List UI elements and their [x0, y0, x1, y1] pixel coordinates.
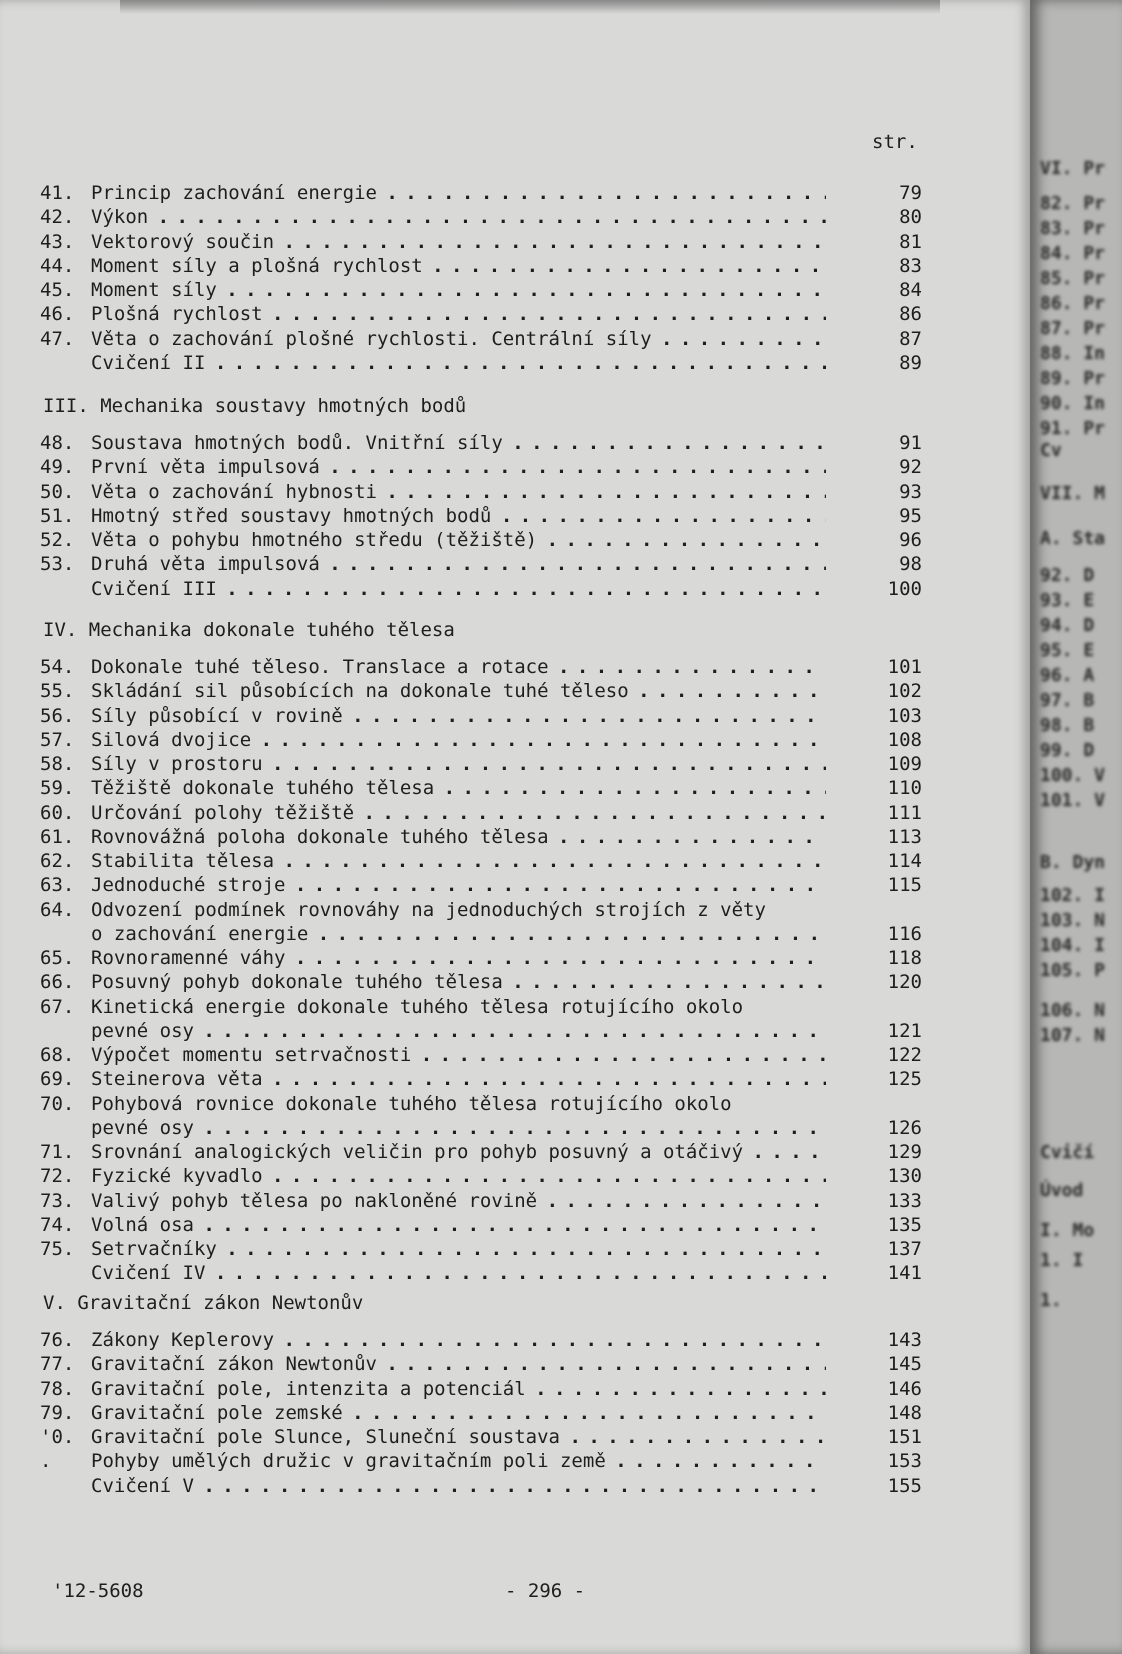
toc-entry [0, 1067, 1030, 1091]
adjacent-page-line: 82. Pr [1040, 193, 1106, 214]
entry-number: 77. [40, 1353, 75, 1376]
entry-title: Jednoduché stroje . . . [91, 873, 826, 897]
entry-title: Posuvný pohyb dokonale tuhého tělesa . . . [91, 970, 826, 994]
entry-page: 145 [887, 1353, 922, 1376]
entry-number: 67. [40, 995, 75, 1018]
entry-title: Gravitační pole, intenzita a potenciál . . . [91, 1377, 826, 1401]
entry-page: 126 [887, 1116, 922, 1139]
entry-page: 103 [887, 704, 922, 727]
toc-entry [0, 1261, 1030, 1285]
entry-title: Věta o zachování plošné rychlosti. Centrální síly . . . [91, 327, 826, 351]
adjacent-page-line: 83. Pr [1040, 218, 1106, 239]
entry-number: 55. [40, 680, 75, 703]
entry-title: Plošná rychlost . . . [91, 302, 826, 326]
toc-entry [0, 1425, 1030, 1449]
entry-page: 91 [899, 432, 922, 454]
section-heading: III. Mechanika soustavy hmotných bodů [43, 395, 467, 417]
entry-page: 133 [887, 1189, 922, 1212]
toc-entry [0, 946, 1030, 970]
toc-entry [0, 1449, 1030, 1473]
toc-entry [0, 327, 1030, 351]
adjacent-page-line: Cv [1040, 440, 1062, 461]
entry-number: 73. [40, 1189, 75, 1212]
toc-entry [0, 1237, 1030, 1261]
entry-number: 66. [40, 971, 75, 994]
adjacent-page-line: 103. N [1040, 910, 1106, 931]
entry-page: 125 [887, 1068, 922, 1091]
adjacent-page-line: 88. In [1040, 343, 1106, 364]
entry-number: 78. [40, 1377, 75, 1400]
entry-title: Silová dvojice . . . [91, 728, 826, 752]
entry-page: 95 [899, 504, 922, 527]
entry-page: 81 [899, 230, 922, 253]
toc-entry [0, 1328, 1030, 1352]
toc-entry [0, 230, 1030, 254]
entry-page: 83 [899, 254, 922, 277]
entry-page: 86 [899, 303, 922, 326]
entry-page: 108 [887, 728, 922, 751]
adjacent-page-line: 94. D [1040, 615, 1095, 636]
entry-title: Dokonale tuhé těleso. Translace a rotace . . . [91, 655, 826, 679]
adjacent-page-blurred [1030, 0, 1122, 1654]
toc-entry [0, 278, 1030, 302]
adjacent-page-line: 1. I [1040, 1250, 1084, 1271]
entry-page: 100 [887, 577, 922, 600]
toc-entry [0, 1043, 1030, 1067]
adjacent-page-line: B. Dyn [1040, 852, 1106, 873]
entry-title: pevné osy . . . [91, 1019, 826, 1043]
entry-number: 41. [40, 182, 75, 204]
toc-entry [0, 995, 1030, 1019]
entry-page: 135 [887, 1213, 922, 1236]
entry-page: 80 [899, 206, 922, 229]
entry-page: 84 [899, 279, 922, 301]
entry-title: Odvození podmínek rovnováhy na jednoduchých strojích z věty [91, 898, 766, 921]
adjacent-page-line: 1. [1040, 1290, 1062, 1311]
entry-title: Výkon . . . [91, 205, 826, 229]
toc-entry [0, 455, 1030, 479]
toc-entry [0, 205, 1030, 229]
adjacent-page-line: 105. P [1040, 960, 1106, 981]
toc-entry [0, 825, 1030, 849]
entry-page: 102 [887, 680, 922, 703]
adjacent-page-line: 92. D [1040, 565, 1095, 586]
entry-title: Cvičení III . . . [91, 577, 826, 601]
toc-entry [0, 970, 1030, 994]
toc-entry [0, 898, 1030, 922]
entry-page: 121 [887, 1019, 922, 1042]
adjacent-page-line: 95. E [1040, 640, 1095, 661]
toc-entry [0, 1092, 1030, 1116]
toc-entry [0, 728, 1030, 752]
entry-page: 110 [887, 777, 922, 800]
entry-page: 96 [899, 529, 922, 551]
entry-number: 69. [40, 1068, 75, 1091]
entry-title: Cvičení II . . . [91, 351, 826, 375]
adjacent-page-line: 85. Pr [1040, 268, 1106, 289]
entry-title: Druhá věta impulsová . . . [91, 552, 826, 576]
entry-page: 79 [899, 182, 922, 204]
entry-page: 92 [899, 456, 922, 479]
entry-title: Síly působící v rovině . . . [91, 704, 826, 728]
entry-title: Gravitační pole zemské . . . [91, 1401, 826, 1425]
entry-page: 98 [899, 553, 922, 576]
toc-entry [0, 1377, 1030, 1401]
entry-title: o zachování energie . . . [91, 922, 826, 946]
toc-entry [0, 1140, 1030, 1164]
toc-entry [0, 704, 1030, 728]
section-heading: IV. Mechanika dokonale tuhého tělesa [43, 619, 455, 641]
entry-number: 71. [40, 1141, 75, 1163]
adjacent-page-line: 87. Pr [1040, 318, 1106, 339]
entry-number: . [40, 1450, 52, 1473]
entry-title: Cvičení V . . . [91, 1474, 826, 1498]
entry-page: 146 [887, 1377, 922, 1400]
toc-entry [0, 849, 1030, 873]
entry-page: 148 [887, 1401, 922, 1424]
adjacent-page-line: Cvičí [1040, 1142, 1095, 1163]
entry-title: Valivý pohyb tělesa po nakloněné rovině . . . [91, 1189, 826, 1213]
toc-entry [0, 181, 1030, 205]
adjacent-page-line: 91. Pr [1040, 418, 1106, 439]
entry-number: 62. [40, 850, 75, 872]
entry-page: 109 [887, 753, 922, 775]
entry-title: První věta impulsová . . . [91, 455, 826, 479]
toc-entry [0, 922, 1030, 946]
page-edge-shadow [120, 0, 940, 14]
toc-entry [0, 577, 1030, 601]
entry-number: 74. [40, 1213, 75, 1236]
entry-page: 114 [887, 850, 922, 872]
entry-number: 72. [40, 1165, 75, 1188]
toc-entry [0, 351, 1030, 375]
adjacent-page-line: 84. Pr [1040, 243, 1106, 264]
entry-number: 57. [40, 728, 75, 751]
toc-entry [0, 254, 1030, 278]
entry-title: Steinerova věta . . . [91, 1067, 826, 1091]
entry-number: 48. [40, 432, 75, 454]
adjacent-page-line: 102. I [1040, 885, 1106, 906]
adjacent-page-line: 90. In [1040, 393, 1106, 414]
entry-page: 155 [887, 1474, 922, 1497]
entry-page: 151 [887, 1426, 922, 1448]
toc-entry [0, 552, 1030, 576]
entry-title: Síly v prostoru . . . [91, 752, 826, 776]
entry-number: 51. [40, 504, 75, 527]
toc-entry [0, 302, 1030, 326]
entry-number: 44. [40, 254, 75, 277]
entry-title: Výpočet momentu setrvačnosti . . . [91, 1043, 826, 1067]
toc-entry [0, 873, 1030, 897]
page-number: - 296 - [505, 1580, 586, 1602]
adjacent-page-line: 101. V [1040, 790, 1106, 811]
adjacent-page-line: 89. Pr [1040, 368, 1106, 389]
entry-number: 63. [40, 874, 75, 897]
entry-number: 59. [40, 777, 75, 800]
entry-title: Věta o pohybu hmotného středu (těžiště) . . . [91, 528, 826, 552]
entry-number: 76. [40, 1329, 75, 1351]
entry-title: Moment síly . . . [91, 278, 826, 302]
toc-entry [0, 1189, 1030, 1213]
toc-entry [0, 679, 1030, 703]
adjacent-page-line: 104. I [1040, 935, 1106, 956]
adjacent-page-line: 93. E [1040, 590, 1095, 611]
entry-title: Kinetická energie dokonale tuhého tělesa rotujícího okolo [91, 995, 744, 1018]
adjacent-page-line: 97. B [1040, 690, 1095, 711]
entry-number: 50. [40, 480, 75, 503]
entry-page: 143 [887, 1329, 922, 1351]
adjacent-page-line: A. Sta [1040, 528, 1106, 549]
toc-entry [0, 431, 1030, 455]
entry-number: 47. [40, 327, 75, 350]
adjacent-page-line: Úvod [1040, 1180, 1084, 1201]
entry-number: 68. [40, 1044, 75, 1066]
page-column-header: str. [872, 131, 918, 153]
entry-page: 101 [887, 656, 922, 678]
toc-entry [0, 1213, 1030, 1237]
entry-number: 60. [40, 801, 75, 824]
entry-number: 43. [40, 230, 75, 253]
entry-page: 120 [887, 971, 922, 994]
entry-title: Stabilita tělesa . . . [91, 849, 826, 873]
entry-number: 53. [40, 553, 75, 576]
entry-title: Cvičení IV . . . [91, 1261, 826, 1285]
entry-page: 141 [887, 1262, 922, 1285]
toc-entry [0, 1164, 1030, 1188]
entry-page: 122 [887, 1044, 922, 1066]
adjacent-page-line: I. Mo [1040, 1220, 1095, 1241]
entry-number: 42. [40, 206, 75, 229]
adjacent-page-line: 106. N [1040, 1000, 1106, 1021]
entry-title: Soustava hmotných bodů. Vnitřní síly . . . [91, 431, 826, 455]
entry-title: Vektorový součin . . . [91, 230, 826, 254]
toc-entry [0, 801, 1030, 825]
entry-title: Volná osa . . . [91, 1213, 826, 1237]
adjacent-page-line: 99. D [1040, 740, 1095, 761]
entry-title: Těžiště dokonale tuhého tělesa . . . [91, 776, 826, 800]
adjacent-page-line: VII. M [1040, 483, 1106, 504]
toc-entry [0, 1474, 1030, 1498]
adjacent-page-line: 96. A [1040, 665, 1095, 686]
toc-entry [0, 1116, 1030, 1140]
adjacent-page-line: 107. N [1040, 1025, 1106, 1046]
entry-number: 79. [40, 1401, 75, 1424]
entry-title: Fyzické kyvadlo . . . [91, 1164, 826, 1188]
entry-number: 46. [40, 303, 75, 326]
entry-title: Rovnoramenné váhy . . . [91, 946, 826, 970]
entry-page: 87 [899, 327, 922, 350]
entry-number: 49. [40, 456, 75, 479]
toc-entry [0, 480, 1030, 504]
toc-entry [0, 752, 1030, 776]
toc-entry [0, 1019, 1030, 1043]
entry-page: 116 [887, 922, 922, 945]
entry-title: Hmotný střed soustavy hmotných bodů . . . [91, 504, 826, 528]
toc-entry [0, 504, 1030, 528]
entry-title: Zákony Keplerovy . . . [91, 1328, 826, 1352]
entry-title: Moment síly a plošná rychlost . . . [91, 254, 826, 278]
toc-entry [0, 1401, 1030, 1425]
entry-title: pevné osy . . . [91, 1116, 826, 1140]
entry-title: Princip zachování energie . . . [91, 181, 826, 205]
entry-title: Určování polohy těžiště . . . [91, 801, 826, 825]
entry-title: Věta o zachování hybnosti . . . [91, 480, 826, 504]
entry-page: 89 [899, 351, 922, 374]
entry-page: 118 [887, 947, 922, 969]
entry-page: 137 [887, 1238, 922, 1260]
adjacent-page-line: 100. V [1040, 765, 1106, 786]
entry-title: Pohyby umělých družic v gravitačním poli země . . . [91, 1449, 826, 1473]
entry-number: 56. [40, 704, 75, 727]
toc-entry [0, 1352, 1030, 1376]
toc-entry [0, 655, 1030, 679]
entry-number: 58. [40, 753, 75, 775]
section-heading: V. Gravitační zákon Newtonův [43, 1292, 364, 1314]
entry-page: 115 [887, 874, 922, 897]
entry-page: 113 [887, 825, 922, 848]
adjacent-page-line: VI. Pr [1040, 158, 1106, 179]
entry-number: 45. [40, 279, 75, 301]
entry-number: '0. [40, 1426, 75, 1448]
entry-number: 52. [40, 529, 75, 551]
entry-number: 70. [40, 1092, 75, 1115]
toc-entry [0, 528, 1030, 552]
entry-title: Srovnání analogických veličin pro pohyb posuvný a otáčivý . . . [91, 1140, 826, 1164]
entry-page: 130 [887, 1165, 922, 1188]
entry-number: 65. [40, 947, 75, 969]
entry-page: 93 [899, 480, 922, 503]
entry-page: 153 [887, 1450, 922, 1473]
entry-number: 64. [40, 898, 75, 921]
toc-entry [0, 776, 1030, 800]
adjacent-page-line: 86. Pr [1040, 293, 1106, 314]
entry-number: 61. [40, 825, 75, 848]
entry-number: 54. [40, 656, 75, 678]
entry-page: 129 [887, 1141, 922, 1163]
adjacent-page-line: 98. B [1040, 715, 1095, 736]
entry-number: 75. [40, 1238, 75, 1260]
print-code: '12-5608 [52, 1580, 144, 1602]
entry-title: Gravitační pole Slunce, Sluneční soustava . . . [91, 1425, 826, 1449]
entry-title: Rovnovážná poloha dokonale tuhého tělesa . . . [91, 825, 826, 849]
entry-title: Pohybová rovnice dokonale tuhého tělesa rotujícího okolo [91, 1092, 732, 1115]
entry-title: Skládání sil působících na dokonale tuhé těleso . . . [91, 679, 826, 703]
entry-page: 111 [887, 801, 922, 824]
entry-title: Gravitační zákon Newtonův . . . [91, 1352, 826, 1376]
entry-title: Setrvačníky . . . [91, 1237, 826, 1261]
